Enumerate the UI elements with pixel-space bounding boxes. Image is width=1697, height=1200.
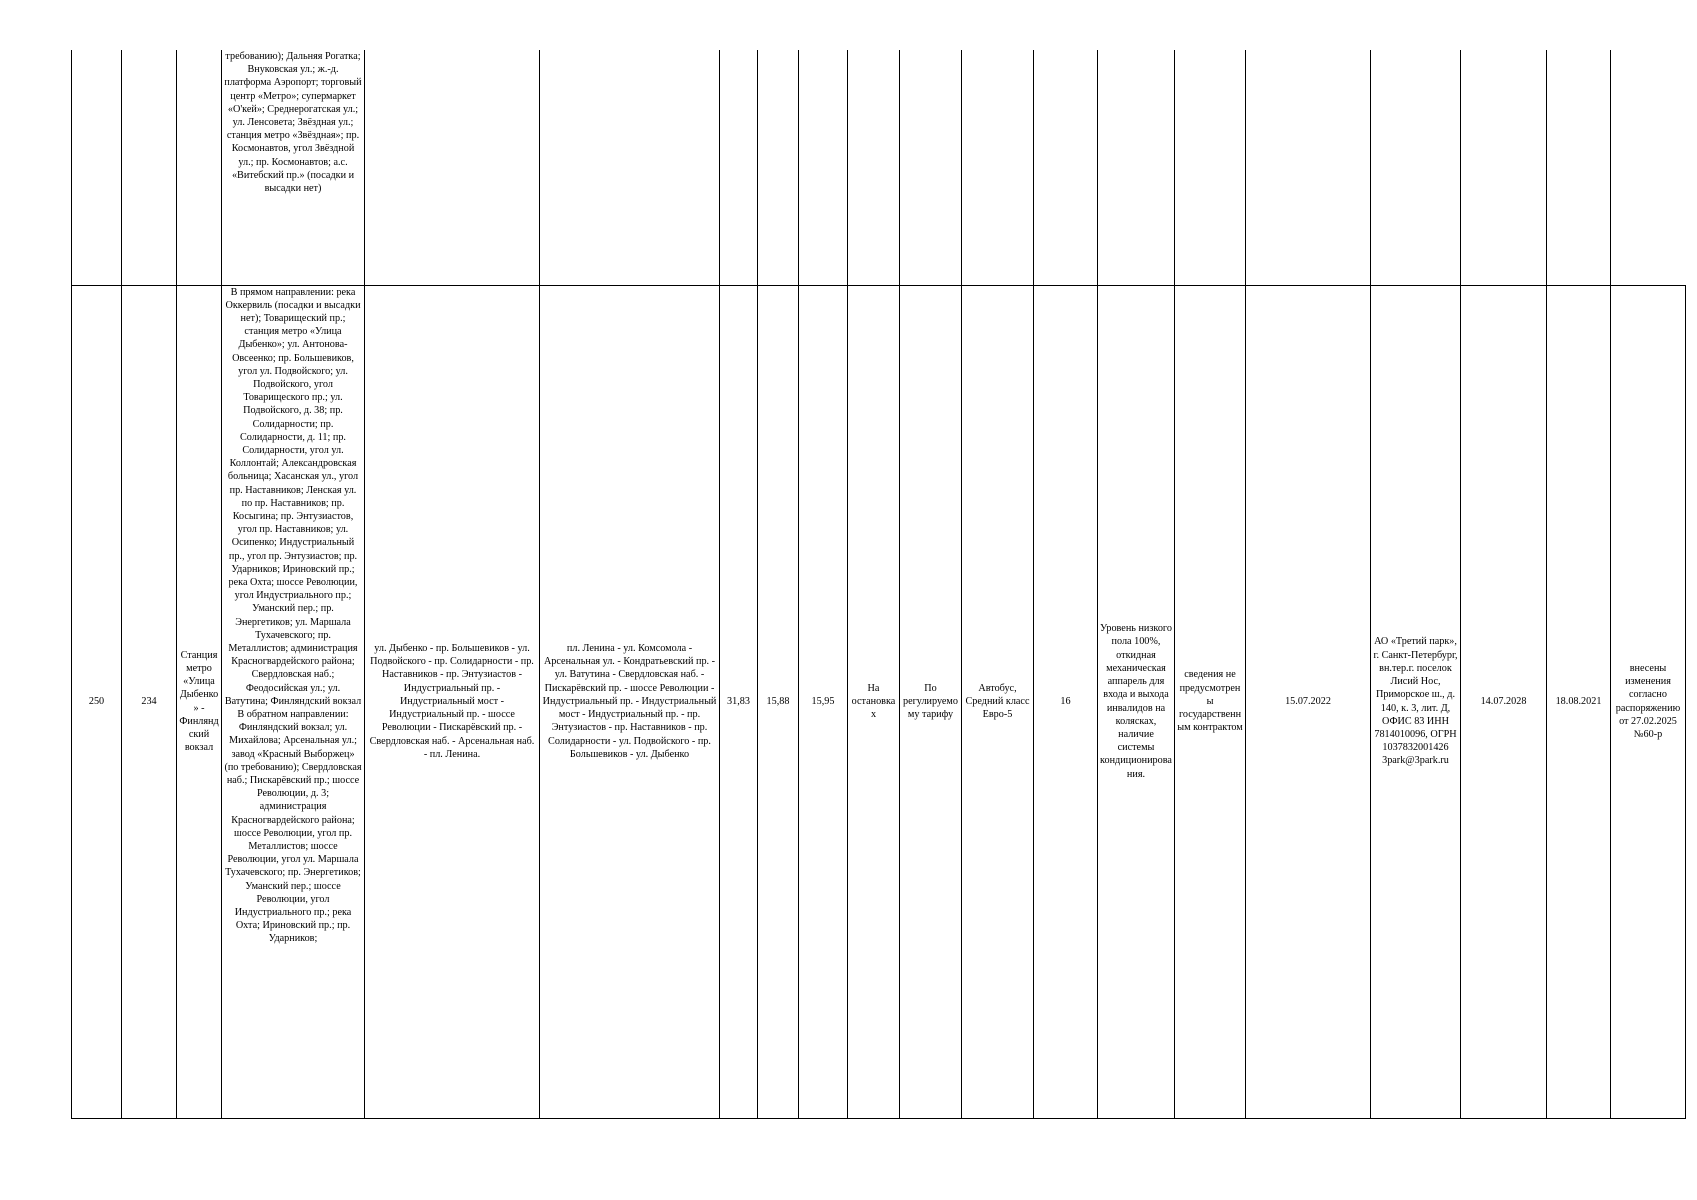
contract-cell: сведения не предусмотрены государственным контрактом	[1175, 285, 1246, 1118]
routes-registry-table	[71, 50, 1686, 1119]
route-name-cell	[177, 50, 222, 285]
length-total-cell	[799, 50, 848, 285]
stops-cell: требованию); Дальняя Рогатка; Внуковская ул.; ж.-д. платформа Аэропорт; торговый центр «Метро»; супермаркет «О'кей»; Среднерогатская ул.; ул. Ленсовета; Звёздная ул.; станция метро «Звёздная»; пр. Космонавтов, угол Звёздной ул.; пр. Космонавтов; а.с. «Витебский пр.» (посадки и высадки нет)	[222, 50, 365, 285]
tariff-cell: По регулируемому тарифу	[900, 285, 962, 1118]
route-name-cell: Станция метро «Улица Дыбенко» - Финляндский вокзал	[177, 285, 222, 1118]
streets-forward-cell: ул. Дыбенко - пр. Большевиков - ул. Подвойского - пр. Солидарности - пр. Наставников - пр. Энтузиастов - Индустриальный пр. - Индустриальный мост - Индустриальный пр. - шоссе Революции - Пискарёвский пр. - Свердловская наб. - Арсенальная наб. - пл. Ленина.	[365, 285, 540, 1118]
vehicle-cell: Автобус, Средний класс Евро-5	[962, 285, 1034, 1118]
table-row	[72, 50, 1686, 285]
notes-cell	[1547, 50, 1611, 285]
contract-cell	[1175, 50, 1246, 285]
route-number-cell	[122, 50, 177, 285]
vehicle-count-cell: 16	[1034, 285, 1098, 1118]
notes-cell: внесены изменения согласно распоряжению от 27.02.2025 №60-р	[1611, 285, 1686, 1118]
tariff-cell	[900, 50, 962, 285]
route-number-cell: 234	[122, 285, 177, 1118]
reg-number-cell	[72, 50, 122, 285]
length-forward-cell: 31,83	[720, 285, 758, 1118]
stops-cell: В прямом направлении: река Оккервиль (посадки и высадки нет); Товарищеский пр.; станция метро «Улица Дыбенко»; ул. Антонова-Овсеенко; пр. Большевиков, угол ул. Подвойского; ул. Подвойского, угол Товарищеского пр.; ул. Подвойского, д. 38; пр. Солидарности; пр. Солидарности, д. 11; пр. Солидарности, угол ул. Коллонтай; Александровская больница; Хасанская ул., угол пр. Наставников; Ленская ул. по пр. Наставников; пр. Косыгина; пр. Энтузиастов, угол пр. Наставников; ул. Осипенко; Индустриальный пр., угол пр. Энтузиастов; пр. Ударников; Ириновский пр.; река Охта; шоссе Революции, угол Индустриального пр.; Уманский пер.; пр. Энергетиков; ул. Маршала Тухачевского; пр. Металлистов; администрация Красногвардейского района; Свердловская наб.; Феодосийская ул.; ул. Ватутина; Финляндский вокзал В обратном направлении: Финляндский вокзал; ул. Михайлова; Арсенальная ул.; завод «Красный Выборжец» (по требованию); Свердловская наб.; Пискарёвский пр.; шоссе Революции, д. 3; администрация Красногвардейского района; шоссе Революции, угол пр. Металлистов; шоссе Революции, угол ул. Маршала Тухачевского; пр. Энергетиков; Уманский пер.; шоссе Революции, угол Индустриального пр.; река Охта; Ириновский пр.; пр. Ударников;	[222, 285, 365, 1118]
streets-forward-cell	[365, 50, 540, 285]
characteristics-cell	[1098, 50, 1175, 285]
start-date-cell: 15.07.2022	[1246, 285, 1371, 1118]
end-date-cell	[1461, 50, 1547, 285]
length-total-cell: 15,95	[799, 285, 848, 1118]
length-forward-cell	[720, 50, 758, 285]
characteristics-cell: Уровень низкого пола 100%, откидная механическая аппарель для входа и выхода инвалидов на колясках, наличие системы кондиционирования.	[1098, 285, 1175, 1118]
length-backward-cell	[758, 50, 799, 285]
carrier-cell: АО «Третий парк», г. Санкт-Петербург, вн.тер.г. поселок Лисий Нос, Приморское ш., д. 140, к. 3, лит. Д, ОФИС 83 ИНН 7814010096, ОГРН 1037832001426 3park@3park.ru	[1371, 285, 1461, 1118]
reg-number-cell: 250	[72, 285, 122, 1118]
table-row	[72, 285, 1686, 1118]
streets-backward-cell	[540, 50, 720, 285]
boarding-procedure-cell	[848, 50, 900, 285]
boarding-procedure-cell: На остановках	[848, 285, 900, 1118]
vehicle-count-cell	[1034, 50, 1098, 285]
start-date-cell	[1246, 50, 1371, 285]
streets-backward-cell: пл. Ленина - ул. Комсомола - Арсенальная ул. - Кондратьевский пр. - ул. Ватутина - Свердловская наб. - Пискарёвский пр. - шоссе Революции - Индустриальный пр. - Индустриальный мост - Индустриальный пр. - пр. Энтузиастов - пр. Наставников - пр. Солидарности - ул. Подвойского - пр. Большевиков - ул. Дыбенко	[540, 285, 720, 1118]
carrier-cell	[1371, 50, 1461, 285]
length-backward-cell: 15,88	[758, 285, 799, 1118]
vehicle-cell	[962, 50, 1034, 285]
change-date-cell: 18.08.2021	[1547, 285, 1611, 1118]
end-date-cell: 14.07.2028	[1461, 285, 1547, 1118]
